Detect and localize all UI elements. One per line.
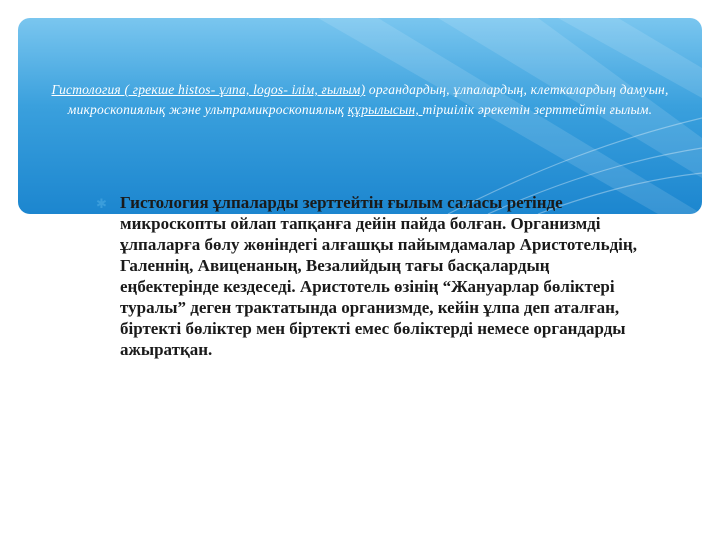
slide-header-banner — [18, 18, 702, 214]
title-term: Гистология ( грекше histos- ұлпа, logos- ілім, ғылым) — [51, 82, 366, 97]
title-definition: органдардың, ұлпалардың, клеткалардың дамуын, микроскопиялық және ультрамикроскопиялық — [67, 82, 669, 117]
asterisk-bullet-icon: ✱ — [96, 196, 107, 211]
slide-title — [46, 80, 674, 120]
title-link-structure: құрылысын, — [347, 102, 423, 117]
body-paragraph: Гистология ұлпаларды зерттейтін ғылым саласы ретінде микроскопты ойлап тапқанға дейін пайда болған. Организмді ұлпаларға бөлу жөніндегі алғашқы пайымдамалар Аристотельдің, Галеннің, Авиценаның, Везалийдың тағы басқалардың еңбектерінде кездеседі. Аристотель өзінің “Жануарлар бөліктері туралы” деген трактатында организмде, кейін ұлпа деп аталған, біртекті бөліктер мен біртекті емес бөліктерді немесе органдарды ажыратқан. — [120, 193, 637, 359]
title-definition-end: тіршілік әрекетін зерттейтін ғылым. — [422, 102, 653, 117]
